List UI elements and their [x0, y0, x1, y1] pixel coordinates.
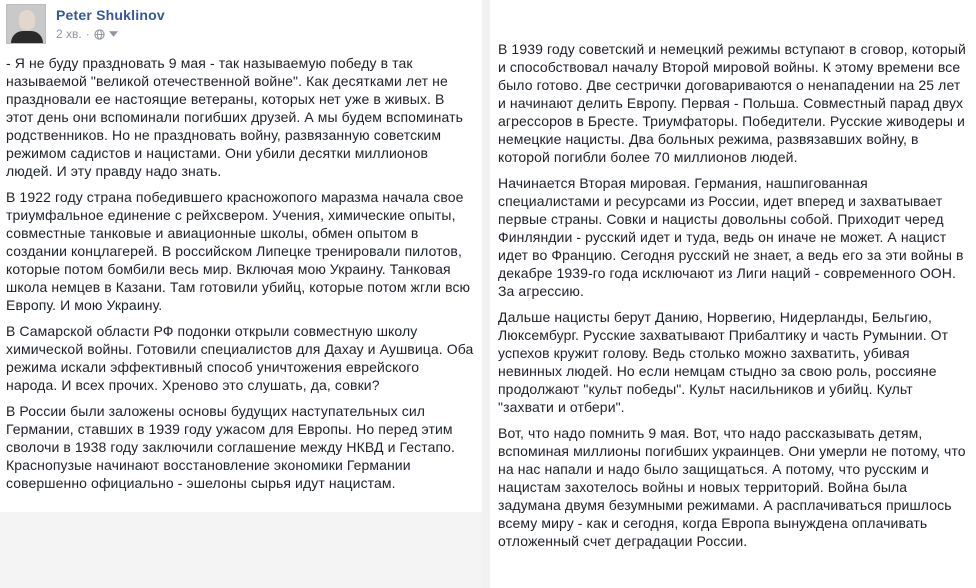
meta-separator: ·	[85, 27, 90, 41]
post-paragraph: В 1922 году страна победившего красножопого маразма начала свое триумфальное единение с рейхсвером. Учения, химические опыты, совместные танковые и авиационные школы, обмен опытом в создании концлагерей. В российском Липецке тренировали пилотов, которые потом бомбили весь мир. Включая мою Украину. Танковая школа немцев в Казани. Там готовили убийц, которые потом жгли всю Европу. И мою Украину.	[6, 189, 471, 313]
avatar-body-shape	[11, 31, 43, 44]
post-paragraph: Начинается Вторая мировая. Германия, нашпигованная специалистами и ресурсами из России, идет вперед и захватывает первые страны. Совки и нацисты довольны собой. Приходит черед Финляндии - русский идет и туда, ведь он иначе не может. А нацист идет во Францию. Сегодня русский не знает, а ведь его за эти войны в декабре 1939-го года исключают из Лиги наций - современного ООН. За агрессию.	[498, 175, 964, 299]
post-timestamp[interactable]: 2 хв.	[56, 27, 82, 41]
post-right-column	[490, 0, 976, 588]
column-divider	[482, 0, 490, 588]
post-paragraph: В 1939 году советский и немецкий режимы вступают в сговор, который и способствовал началу Второй мировой войны. К этому времени все было готово. Две сестрички договариваются о ненападении на 25 лет и начинают делить Европу. Первая - Польша. Совместный парад двух агрессоров в Бресте. Триумфаторы. Победители. Русские живодеры и немецкие нацисты. Два больных режима, развязавших войну, в которой погибли более 70 миллионов людей.	[498, 41, 966, 165]
post-paragraph: Вот, что надо помнить 9 мая. Вот, что надо рассказывать детям, вспоминая миллионы погибших украинцев. Они умерли не потому, что на нас напали и надо было защищаться. А потому, что русским и нацистам захотелось войны и новых территорий. Война была задумана двумя безумными режимами. А расплачиваться пришлось всему миру - как и сегодня, когда Европа вынуждена оплачивать отложенный счет деградации России.	[498, 425, 966, 549]
post-paragraph: В России были заложены основы будущих наступательных сил Германии, ставших в 1939 году ужасом для Европы. Но перед этим сволочи в 1938 году заключили соглашение между НКВД и Гестапо. Краснопузые начинают восстановление экономики Германии совершенно официально - эшелоны сырья идут нацистам.	[6, 403, 456, 491]
chevron-down-icon[interactable]	[109, 31, 118, 37]
globe-icon[interactable]	[94, 29, 105, 40]
post-meta	[56, 26, 165, 42]
post-body-right	[498, 40, 972, 558]
post-left-column	[0, 0, 482, 588]
post-paragraph: - Я не буду праздновать 9 мая - так называемую победу в так называемой "великой отечественной войне". Как десятками лет не праздновали ее настоящие ветераны, которых нет уже в живых. В этот день они вспоминали погибших друзей. А мы будем вспоминать родственников. Но не праздновать войну, развязанную советским режимом садистов и нацистами. Они убили десятки миллионов людей. И эту правду надо знать.	[6, 55, 463, 179]
avatar-head-shape	[19, 10, 35, 30]
post-body-left	[6, 54, 474, 500]
left-bottom-background	[0, 512, 482, 588]
post-paragraph: В Самарской области РФ подонки открыли совместную школу химической войны. Готовили специалистов для Дахау и Аушвица. Оба режима искали эффективный способ уничтожения еврейского народа. И всех прочих. Хреново это слушать, да, совки?	[6, 323, 474, 393]
header-text	[56, 4, 165, 42]
post-header	[6, 4, 165, 48]
post-paragraph: Дальше нацисты берут Данию, Норвегию, Нидерланды, Бельгию, Люксембург. Русские захватывают Прибалтику и часть Румынии. От успехов кружит голову. Ведь столько можно захватить, убивая невинных людей. Но если немцам стыдно за свою роль, россияне продолжают "культ победы". Культ насильников и убийц. Культ "захвати и отбери".	[498, 309, 949, 415]
author-avatar[interactable]	[6, 4, 46, 44]
author-name-link[interactable]: Peter Shuklinov	[56, 7, 165, 23]
